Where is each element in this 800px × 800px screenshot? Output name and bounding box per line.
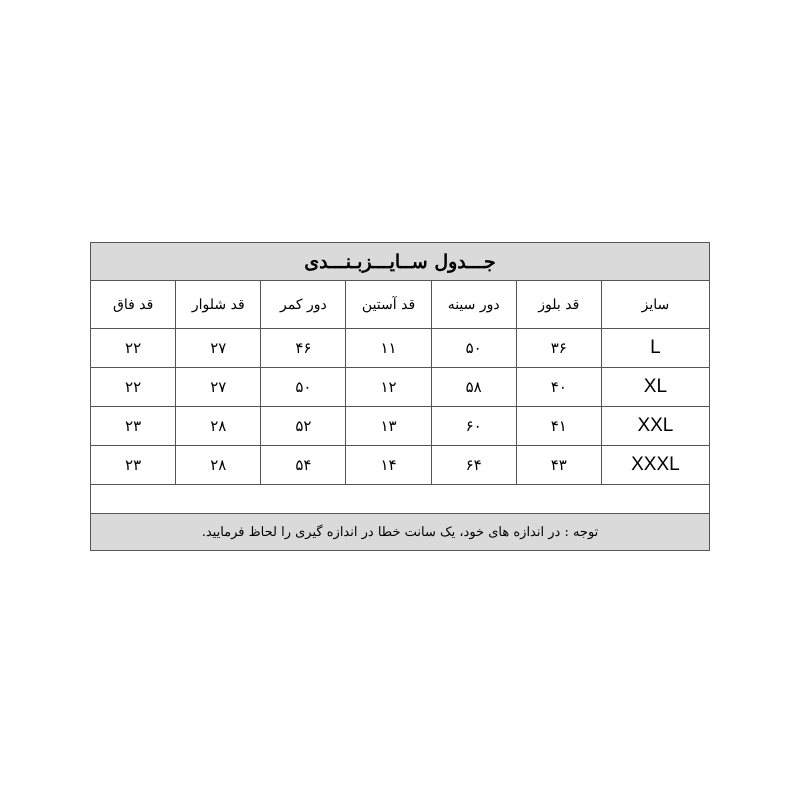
cell-pants-length: ۲۸ bbox=[176, 446, 261, 485]
size-value: XXXL bbox=[601, 446, 709, 485]
cell-blouse-length: ۳۶ bbox=[516, 329, 601, 368]
size-value: XXL bbox=[601, 407, 709, 446]
cell-rise: ۲۲ bbox=[91, 368, 176, 407]
size-value: L bbox=[601, 329, 709, 368]
table-row bbox=[91, 329, 710, 368]
note-row bbox=[91, 514, 710, 551]
cell-pants-length: ۲۷ bbox=[176, 368, 261, 407]
header-blouse-length: قد بلوز bbox=[516, 281, 601, 329]
title-row bbox=[91, 243, 710, 281]
measurement-note: توجه : در اندازه های خود، یک سانت خطا در اندازه گیری را لحاظ فرمایید. bbox=[91, 514, 710, 551]
cell-sleeve-length: ۱۱ bbox=[346, 329, 431, 368]
header-row bbox=[91, 281, 710, 329]
header-waist: دور کمر bbox=[261, 281, 346, 329]
cell-blouse-length: ۴۳ bbox=[516, 446, 601, 485]
cell-waist: ۵۴ bbox=[261, 446, 346, 485]
blank-cell bbox=[91, 485, 710, 514]
cell-sleeve-length: ۱۳ bbox=[346, 407, 431, 446]
header-sleeve-length: قد آستین bbox=[346, 281, 431, 329]
header-chest: دور سینه bbox=[431, 281, 516, 329]
header-size: سایز bbox=[601, 281, 709, 329]
size-value: XL bbox=[601, 368, 709, 407]
cell-pants-length: ۲۷ bbox=[176, 329, 261, 368]
header-pants-length: قد شلوار bbox=[176, 281, 261, 329]
header-rise: قد فاق bbox=[91, 281, 176, 329]
cell-pants-length: ۲۸ bbox=[176, 407, 261, 446]
cell-rise: ۲۳ bbox=[91, 407, 176, 446]
cell-sleeve-length: ۱۲ bbox=[346, 368, 431, 407]
table-row bbox=[91, 368, 710, 407]
table-title: جـــدول ســایـــزبـنـــدی bbox=[91, 243, 710, 281]
cell-blouse-length: ۴۰ bbox=[516, 368, 601, 407]
blank-row bbox=[91, 485, 710, 514]
cell-chest: ۶۴ bbox=[431, 446, 516, 485]
table-row bbox=[91, 407, 710, 446]
cell-rise: ۲۳ bbox=[91, 446, 176, 485]
cell-waist: ۴۶ bbox=[261, 329, 346, 368]
cell-rise: ۲۲ bbox=[91, 329, 176, 368]
cell-waist: ۵۲ bbox=[261, 407, 346, 446]
cell-chest: ۵۰ bbox=[431, 329, 516, 368]
cell-sleeve-length: ۱۴ bbox=[346, 446, 431, 485]
table-row bbox=[91, 446, 710, 485]
cell-blouse-length: ۴۱ bbox=[516, 407, 601, 446]
size-chart-table bbox=[90, 242, 710, 551]
cell-waist: ۵۰ bbox=[261, 368, 346, 407]
cell-chest: ۶۰ bbox=[431, 407, 516, 446]
cell-chest: ۵۸ bbox=[431, 368, 516, 407]
